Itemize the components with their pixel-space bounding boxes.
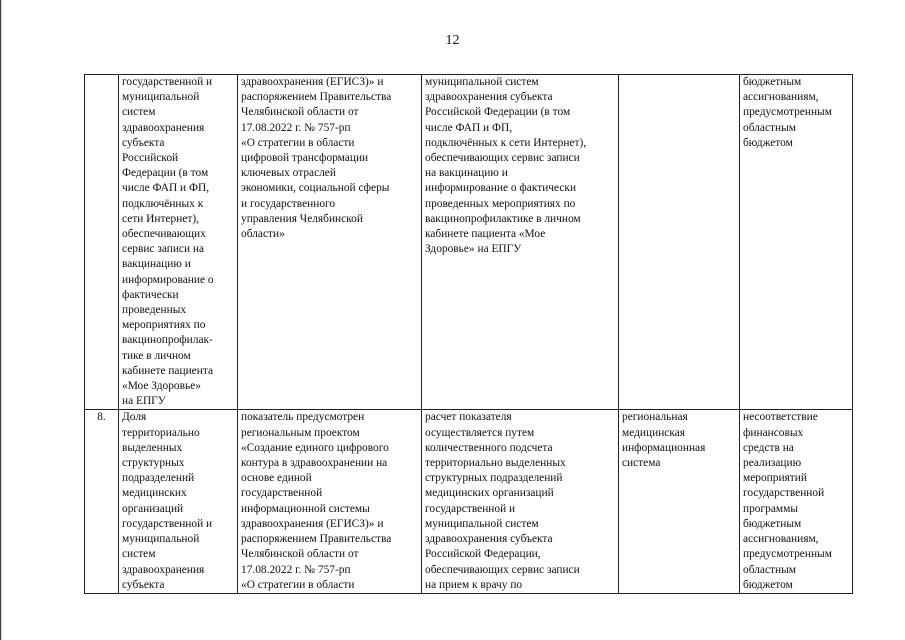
cell-text-line: государственной и [122,517,213,530]
cell-text-line: Здоровье» на ЕПГУ [425,243,522,256]
cell-text-line: ассигнованиям, [743,533,819,546]
cell-text-line: государственной и [425,502,516,515]
cell-text-line: проведенных [122,304,187,317]
cell-text-line: программы [743,502,798,515]
cell-text-line: показатель предусмотрен [241,411,365,424]
cell-text-line: «О стратегии в области [241,136,355,149]
cell-text-line: ключевых отраслей [241,167,336,180]
cell-text-line: подключённых к сети Интернет), [425,136,587,149]
cell-text-line: проведенных мероприятиях по [425,197,576,210]
cell-text-line: «Создание единого цифрового [241,441,389,454]
cell-text-line: области» [241,228,285,241]
cell-text-line: обеспечивающих сервис записи [425,563,580,576]
cell-text-line: числе ФАП и ФП, [122,182,210,195]
cell-text-line: вакцинопрофилак- [122,334,213,347]
cell-text-line: бюджетным [743,517,802,530]
cell-basis [238,75,422,410]
cell-text-line: структурных подразделений [425,472,563,485]
cell-text-line: несоответствие [743,411,818,424]
cell-text-line: кабинете пациента [122,364,214,377]
cell-text-line: бюджетом [743,136,793,149]
cell-text-line: подключённых к [122,197,204,210]
cell-text-line: информирование о [122,273,214,286]
cell-text-line: на ЕПГУ [122,395,166,408]
cell-text-line: сервис записи на [122,243,205,256]
cell-text-line: количественного подсчета [425,441,553,454]
cell-text-line: областным [743,563,796,576]
cell-text-line: цифровой трансформации [241,152,369,165]
cell-text-line: на вакцинацию и [425,167,508,180]
cell-text-line: бюджетным [743,76,802,88]
cell-text-line: тике в личном [122,349,191,362]
cell-text-line: кабинете пациента «Мое [425,228,546,241]
cell-text-line: региональная [622,411,688,424]
cell-text-line: государственной [743,487,825,500]
cell-text-line: информирование о фактически [425,182,577,195]
cell-text-line: здравоохранения субъекта [425,533,553,546]
cell-text-line: организаций [122,502,184,515]
cell-text-line: «Мое Здоровье» [122,380,201,393]
page-number: 12 [445,33,460,48]
cell-text-line: Российской Федерации (в том [425,106,571,119]
cell-text-line: «О стратегии в области [241,578,355,591]
cell-text-line: 17.08.2022 г. № 757-рп [241,563,351,576]
cell-text-line: распоряжением Правительства [241,533,392,546]
indicators-table [84,74,853,594]
cell-text-line: Российской Федерации, [425,548,541,561]
cell-text-line: бюджетом [743,578,793,591]
table-row [85,410,853,593]
cell-text-line: числе ФАП и ФП, [425,121,513,134]
cell-text-line: информационной системы [241,502,370,515]
cell-text-line: муниципальной [122,533,200,546]
cell-text-line: информационная [622,441,706,454]
cell-text-line: финансовых [743,426,804,439]
cell-text-line: здравоохранения [122,563,205,576]
cell-indicator-name [119,75,238,410]
cell-text-line: здравоохранения [122,121,205,134]
cell-basis [238,410,422,593]
cell-text-line: Федерации (в том [122,167,209,180]
cell-text-line: государственной [241,487,323,500]
cell-text-line: систем [122,548,156,561]
cell-text-line: субъекта [122,578,165,591]
cell-text-line: муниципальной [122,91,200,104]
cell-text-line: Челябинской области от [241,106,359,119]
cell-text-line: медицинских [122,487,187,500]
cell-text-line: муниципальной систем [425,76,539,88]
cell-text-line: фактически [122,288,179,301]
cell-data-source [619,75,740,410]
cell-text-line: обеспечивающих сервис записи [425,152,580,165]
cell-text-line: осуществляется путем [425,426,535,439]
cell-risk [740,410,853,593]
cell-text-line: система [622,457,661,470]
cell-calculation-method [422,75,619,410]
cell-text-line: контура в здравоохранении на [241,457,388,470]
cell-text-line: управления Челябинской [241,212,363,225]
cell-text-line: вакцинопрофилактике в личном [425,212,581,225]
cell-text-line: Российской [122,152,179,165]
cell-text-line: подразделений [122,472,195,485]
cell-text-line: обеспечивающих [122,228,206,241]
cell-text-line: здравоохранения (ЕГИСЗ)» и [241,76,384,88]
cell-text-line: территориально [122,426,200,439]
cell-text-line: здравоохранения субъекта [425,91,553,104]
cell-text-line: здравоохранения (ЕГИСЗ)» и [241,517,384,530]
cell-text-line: вакцинацию и [122,258,191,271]
cell-text-line: медицинская [622,426,686,439]
cell-text-line: государственной и [122,76,213,88]
cell-text-line: Челябинской области от [241,548,359,561]
cell-text-line: предусмотренным [743,106,832,119]
cell-text-line: реализацию [743,457,802,470]
cell-text-line: предусмотренным [743,548,832,561]
cell-text-line: и государственного [241,197,336,210]
cell-data-source [619,410,740,593]
cell-text-line: мероприятий [743,472,807,485]
cell-number [85,75,119,410]
cell-risk [740,75,853,410]
cell-text-line: региональным проектом [241,426,360,439]
cell-text-line: медицинских организаций [425,487,554,500]
cell-text-line: мероприятиях по [122,319,206,332]
cell-text-line: средств на [743,441,794,454]
cell-text-line: субъекта [122,136,165,149]
cell-text-line: 17.08.2022 г. № 757-рп [241,121,351,134]
cell-text-line: основе единой [241,472,312,485]
cell-text-line: на прием к врачу по [425,578,523,591]
cell-text-line: систем [122,106,156,119]
cell-text-line: ассигнованиям, [743,91,819,104]
page-left-edge [0,0,4,640]
cell-text-line: областным [743,121,796,134]
cell-text-line: структурных [122,457,185,470]
cell-text-line: Доля [122,411,147,424]
cell-text-line: распоряжением Правительства [241,91,392,104]
cell-text-line: муниципальной систем [425,517,539,530]
cell-text-line: расчет показателя [425,411,512,424]
cell-number: 8. [85,410,119,593]
cell-calculation-method [422,410,619,593]
cell-text-line: выделенных [122,441,183,454]
table-row [85,75,853,410]
cell-text-line: территориально выделенных [425,457,566,470]
cell-text-line: сети Интернет), [122,212,199,225]
cell-text-line: экономики, социальной сферы [241,182,390,195]
cell-indicator-name [119,410,238,593]
